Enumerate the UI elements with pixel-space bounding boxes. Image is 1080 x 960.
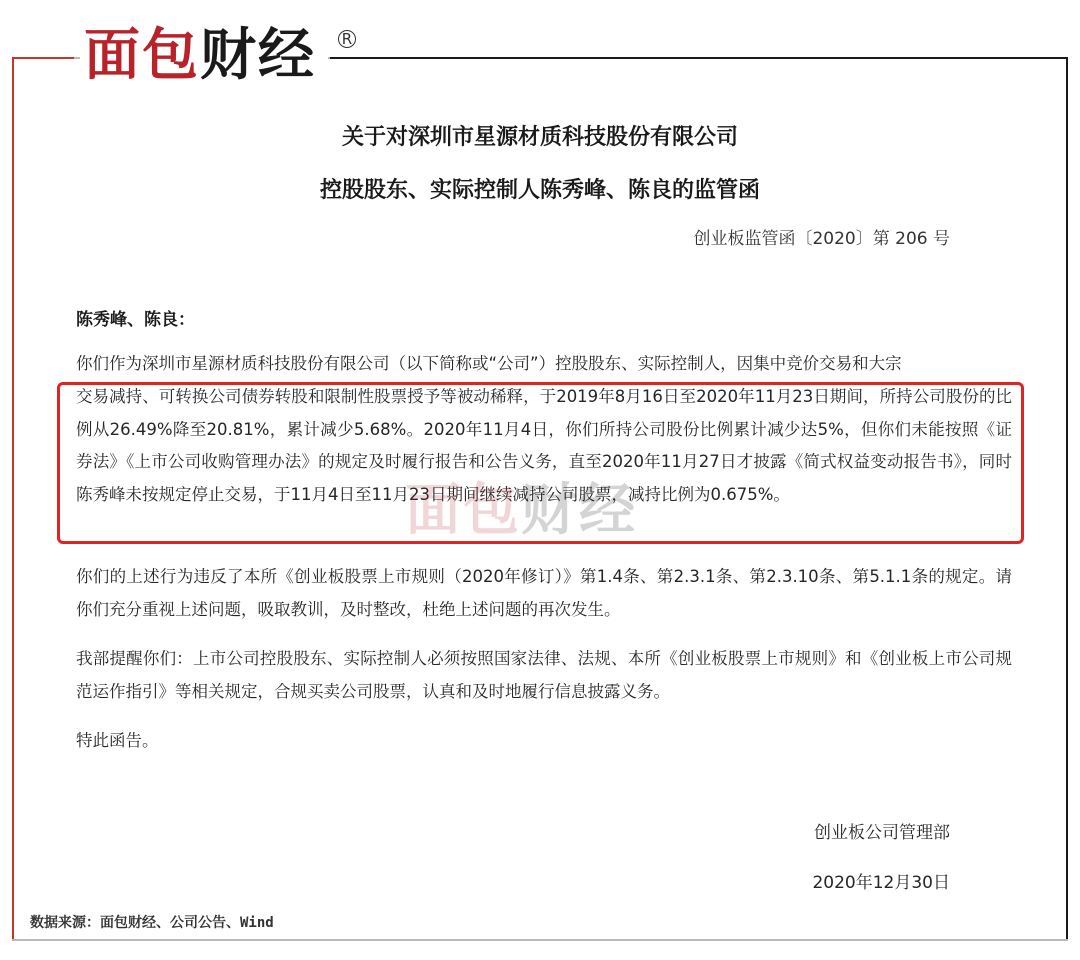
logo-watermark: 面包财经 <box>405 478 637 543</box>
registered-mark: R <box>338 30 356 48</box>
data-source-note: 数据来源：面包财经、公司公告、Wind <box>30 915 274 931</box>
red-highlight-box <box>57 382 1024 544</box>
closing-line: 特此函告。 <box>76 731 159 750</box>
signature-organization: 创业板公司管理部 <box>814 823 950 843</box>
title-line-1: 关于对深圳市星源材质科技股份有限公司 <box>341 125 738 150</box>
paragraph-1-highlighted: 交易减持、可转换公司债券转股和限制性股票授予等被动稀释，于2019年8月16日至2020年11月23日期间，所持公司股份的比例从26.49%降至20.81%，累计减少5.68%。2020年11月4日，你们所持公司股份比例累计减少达5%，但你们未能按照《证券法》《上市公司收购管理办法》的规定及时履行报告和公告义务，直至2020年11月27日才披露《简式权益变动报告书》，同时陈秀峰未按规定停止交易，于11月4日至11月23日期间继续减持公司股票，减持比例为0.675%。 <box>76 387 1012 504</box>
title-line-2: 控股股东、实际控制人陈秀峰、陈良的监管函 <box>319 178 760 203</box>
document-number: 创业板监管函〔2020〕第 206 号 <box>693 229 950 249</box>
addressee: 陈秀峰、陈良： <box>76 310 195 330</box>
paragraph-1-lead: 你们作为深圳市星源材质科技股份有限公司（以下简称或“公司”）控股股东、实际控制人，因集中竞价交易和大宗 <box>76 354 902 373</box>
paragraph-3: 我部提醒你们：上市公司控股股东、实际控制人必须按照国家法律、法规、本所《创业板股票上市规则》和《创业板上市公司规范运作指引》等相关规定，合规买卖公司股票，认真和及时地履行信息披露义务。 <box>76 649 1012 701</box>
frame-bottom-line <box>12 939 1068 941</box>
paragraph-2: 你们的上述行为违反了本所《创业板股票上市规则（2020年修订）》第1.4条、第2.3.1条、第2.3.10条、第5.1.1条的规定。请你们充分重视上述问题，吸取教训，及时整改，杜绝上述问题的再次发生。 <box>76 567 1012 619</box>
frame-top-line <box>330 57 1068 59</box>
signature-date: 2020年12月30日 <box>812 873 950 893</box>
logo-part-red: 面包 <box>84 23 200 88</box>
brand-logo <box>80 18 353 90</box>
frame-top-accent <box>12 57 74 59</box>
logo-part-black: 财经 <box>200 23 316 88</box>
